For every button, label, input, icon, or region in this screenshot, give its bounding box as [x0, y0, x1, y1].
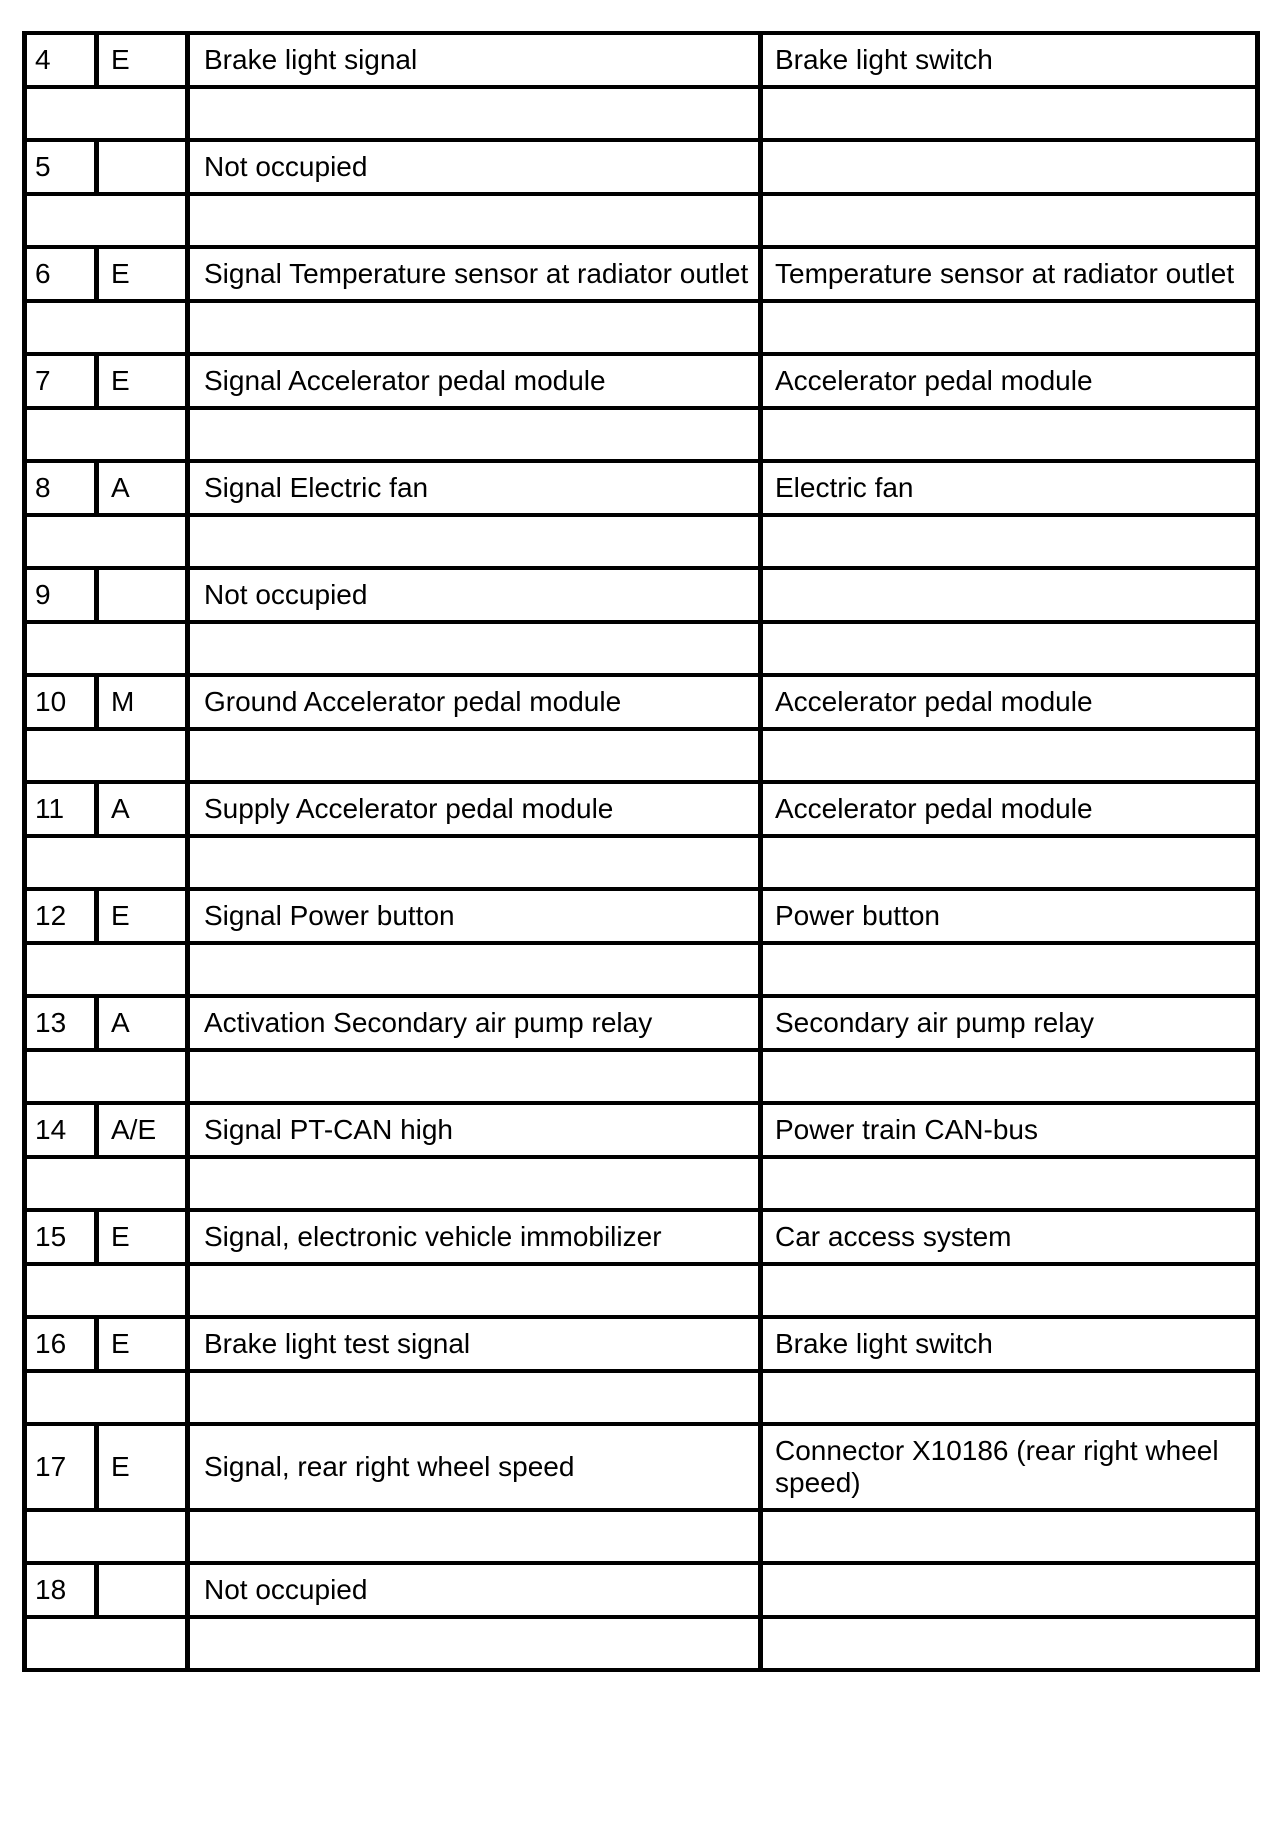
blank-cell [763, 1373, 1260, 1426]
pin-cell: 18 [27, 1565, 99, 1619]
blank-cell [763, 1159, 1260, 1212]
blank-cell [763, 1266, 1260, 1319]
component-cell: Connector X10186 (rear right wheel speed) [763, 1426, 1260, 1512]
table-row [27, 1565, 1260, 1619]
table-row [27, 1212, 1260, 1266]
blank-cell [190, 731, 763, 784]
blank-cell [27, 945, 190, 998]
component-cell: Electric fan [763, 463, 1260, 517]
blank-cell [27, 731, 190, 784]
blank-row [27, 410, 1260, 463]
table-row [27, 1319, 1260, 1373]
component-cell: Accelerator pedal module [763, 356, 1260, 410]
table-row [27, 1426, 1260, 1512]
description-cell: Signal, rear right wheel speed [190, 1426, 763, 1512]
description-cell: Brake light signal [190, 35, 763, 89]
pin-cell: 15 [27, 1212, 99, 1266]
component-cell: Secondary air pump relay [763, 998, 1260, 1052]
blank-cell [763, 89, 1260, 142]
blank-cell [27, 624, 190, 677]
pin-cell: 12 [27, 891, 99, 945]
blank-row [27, 838, 1260, 891]
pin-cell: 14 [27, 1105, 99, 1159]
blank-cell [27, 303, 190, 356]
blank-row [27, 1052, 1260, 1105]
blank-cell [763, 196, 1260, 249]
table-body [27, 35, 1260, 1672]
type-cell: E [99, 249, 190, 303]
table-row [27, 998, 1260, 1052]
description-cell: Supply Accelerator pedal module [190, 784, 763, 838]
description-cell: Not occupied [190, 570, 763, 624]
description-cell: Brake light test signal [190, 1319, 763, 1373]
component-cell: Accelerator pedal module [763, 677, 1260, 731]
type-cell: A [99, 784, 190, 838]
pin-cell: 13 [27, 998, 99, 1052]
table-row [27, 249, 1260, 303]
table-row [27, 463, 1260, 517]
type-cell: E [99, 356, 190, 410]
blank-row [27, 196, 1260, 249]
blank-cell [27, 1159, 190, 1212]
blank-cell [27, 1619, 190, 1672]
type-cell: A [99, 998, 190, 1052]
description-cell: Signal Electric fan [190, 463, 763, 517]
blank-cell [763, 731, 1260, 784]
blank-cell [763, 945, 1260, 998]
blank-cell [190, 89, 763, 142]
type-cell: E [99, 1319, 190, 1373]
description-cell: Signal, electronic vehicle immobilizer [190, 1212, 763, 1266]
pin-cell: 8 [27, 463, 99, 517]
blank-cell [190, 1266, 763, 1319]
component-cell: Car access system [763, 1212, 1260, 1266]
blank-cell [763, 410, 1260, 463]
blank-cell [190, 838, 763, 891]
blank-cell [27, 410, 190, 463]
component-cell: Temperature sensor at radiator outlet [763, 249, 1260, 303]
component-cell: Accelerator pedal module [763, 784, 1260, 838]
blank-cell [763, 517, 1260, 570]
blank-cell [27, 89, 190, 142]
description-cell: Not occupied [190, 142, 763, 196]
type-cell [99, 142, 190, 196]
table-row [27, 784, 1260, 838]
type-cell [99, 570, 190, 624]
blank-cell [27, 1052, 190, 1105]
blank-row [27, 1619, 1260, 1672]
description-cell: Activation Secondary air pump relay [190, 998, 763, 1052]
blank-row [27, 89, 1260, 142]
blank-cell [763, 624, 1260, 677]
table-row [27, 1105, 1260, 1159]
blank-cell [190, 1512, 763, 1565]
blank-cell [27, 1512, 190, 1565]
type-cell [99, 1565, 190, 1619]
pin-cell: 11 [27, 784, 99, 838]
type-cell: E [99, 1212, 190, 1266]
blank-cell [763, 303, 1260, 356]
pin-cell: 7 [27, 356, 99, 410]
type-cell: A/E [99, 1105, 190, 1159]
blank-row [27, 303, 1260, 356]
blank-cell [190, 517, 763, 570]
description-cell: Signal PT-CAN high [190, 1105, 763, 1159]
pin-cell: 4 [27, 35, 99, 89]
table-row [27, 142, 1260, 196]
type-cell: M [99, 677, 190, 731]
blank-cell [27, 1373, 190, 1426]
description-cell: Ground Accelerator pedal module [190, 677, 763, 731]
description-cell: Signal Accelerator pedal module [190, 356, 763, 410]
component-cell: Power button [763, 891, 1260, 945]
type-cell: E [99, 35, 190, 89]
blank-row [27, 624, 1260, 677]
component-cell [763, 1565, 1260, 1619]
table-row [27, 35, 1260, 89]
blank-cell [190, 410, 763, 463]
blank-cell [190, 624, 763, 677]
component-cell [763, 570, 1260, 624]
component-cell: Power train CAN-bus [763, 1105, 1260, 1159]
blank-cell [763, 838, 1260, 891]
blank-row [27, 1373, 1260, 1426]
blank-cell [190, 1373, 763, 1426]
type-cell: E [99, 891, 190, 945]
pin-cell: 17 [27, 1426, 99, 1512]
table-row [27, 891, 1260, 945]
blank-cell [27, 517, 190, 570]
blank-row [27, 1159, 1260, 1212]
pin-cell: 9 [27, 570, 99, 624]
component-cell: Brake light switch [763, 35, 1260, 89]
pin-cell: 16 [27, 1319, 99, 1373]
blank-cell [763, 1052, 1260, 1105]
blank-row [27, 517, 1260, 570]
blank-cell [763, 1619, 1260, 1672]
blank-cell [763, 1512, 1260, 1565]
pin-assignment-table [22, 31, 1260, 1672]
blank-cell [190, 1052, 763, 1105]
type-cell: E [99, 1426, 190, 1512]
blank-cell [190, 945, 763, 998]
pin-cell: 10 [27, 677, 99, 731]
table-row [27, 570, 1260, 624]
blank-row [27, 945, 1260, 998]
blank-cell [27, 196, 190, 249]
type-cell: A [99, 463, 190, 517]
description-cell: Not occupied [190, 1565, 763, 1619]
blank-row [27, 1512, 1260, 1565]
description-cell: Signal Temperature sensor at radiator outlet [190, 249, 763, 303]
blank-cell [190, 1159, 763, 1212]
table-row [27, 677, 1260, 731]
blank-cell [190, 1619, 763, 1672]
blank-row [27, 1266, 1260, 1319]
blank-cell [190, 196, 763, 249]
blank-cell [190, 303, 763, 356]
blank-row [27, 731, 1260, 784]
component-cell: Brake light switch [763, 1319, 1260, 1373]
pin-cell: 6 [27, 249, 99, 303]
description-cell: Signal Power button [190, 891, 763, 945]
pin-cell: 5 [27, 142, 99, 196]
blank-cell [27, 1266, 190, 1319]
blank-cell [27, 838, 190, 891]
table-row [27, 356, 1260, 410]
component-cell [763, 142, 1260, 196]
